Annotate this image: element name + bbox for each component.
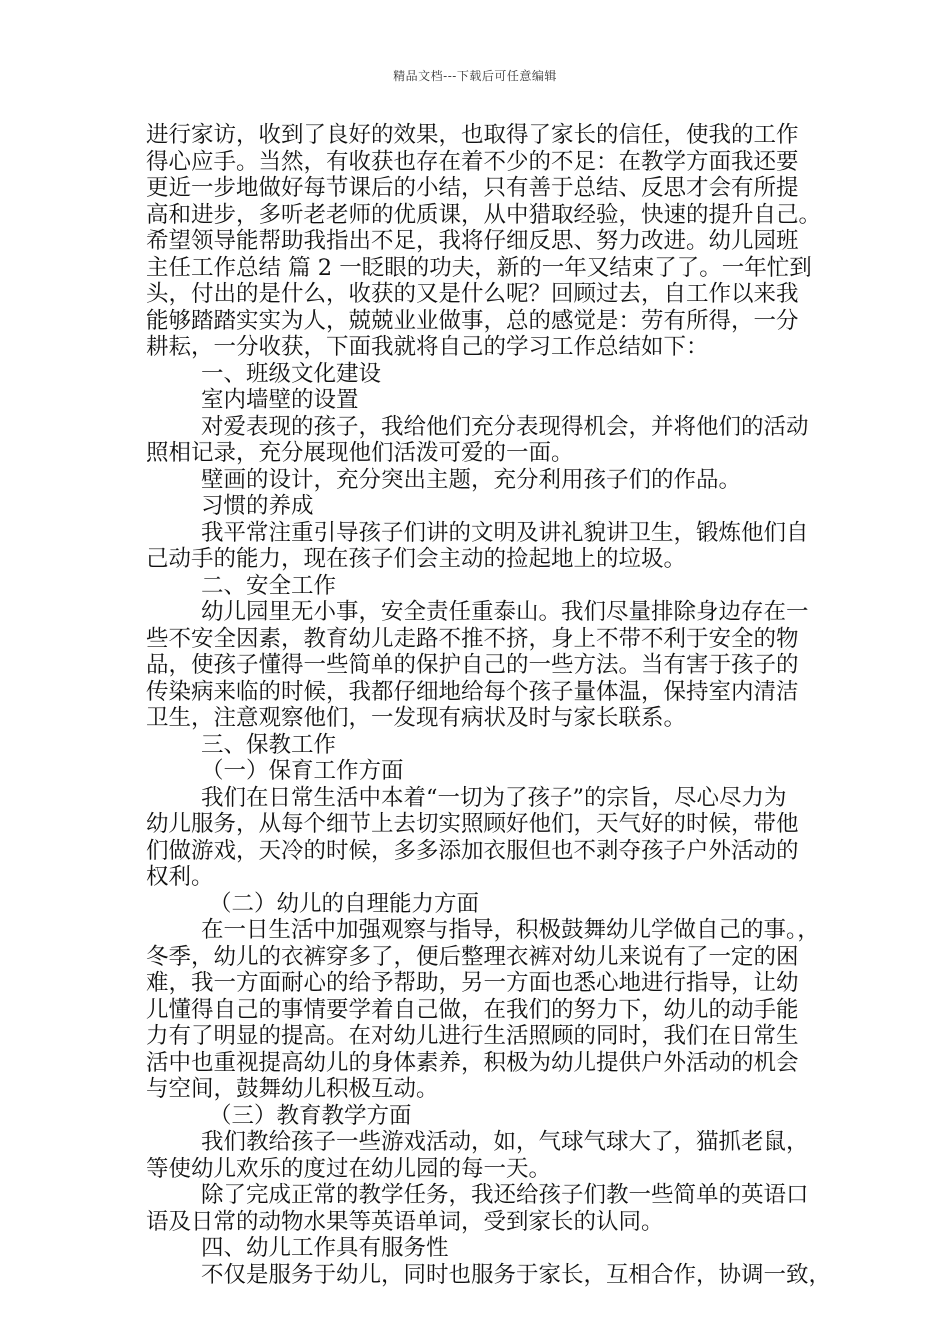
text-line: 得心应手。当然，有收获也存在着不少的不足：在教学方面我还要 — [146, 148, 799, 175]
text-line: 语及日常的动物水果等英语单词，受到家长的认同。 — [146, 1208, 664, 1235]
text-line: 希望领导能帮助我指出不足，我将仔细反思、努力改进。幼儿园班 — [146, 228, 799, 254]
text-line: 能够踏踏实实为人，兢兢业业做事，总的感觉是：劳有所得，一分 — [146, 307, 799, 334]
page-header: 精品文档---下载后可任意编辑 — [393, 69, 557, 83]
text-line: 二、安全工作 — [201, 572, 337, 599]
text-line: 壁画的设计，充分突出主题，充分利用孩子们的作品。 — [201, 466, 742, 493]
text-line: 力有了明显的提高。在对幼儿进行生活照顾的同时，我们在日常生 — [146, 1023, 799, 1049]
text-line: 耕耘，一分收获，下面我就将自己的学习工作总结如下： — [146, 334, 709, 360]
document-body — [146, 122, 832, 1288]
text-line: 三、保教工作 — [201, 731, 337, 758]
text-line: 幼儿服务，从每个细节上去切实照顾好他们，天气好的时候，带他 — [146, 811, 799, 837]
text-line: 卫生，注意观察他们，一发现有病状及时与家长联系。 — [146, 705, 687, 731]
text-line: 更近一步地做好每节课后的小结，只有善于总结、反思才会有所提 — [146, 175, 799, 201]
text-line: 我们在日常生活中本着“一切为了孩子”的宗旨，尽心尽力为 — [201, 784, 787, 811]
text-line: 己动手的能力，现在孩子们会主动的捡起地上的垃圾。 — [146, 546, 687, 572]
text-line: 权利。 — [146, 864, 214, 890]
text-line: 等使幼儿欢乐的度过在幼儿园的每一天。 — [146, 1155, 552, 1182]
text-line: 一、班级文化建设 — [201, 360, 382, 387]
text-line: 四、幼儿工作具有服务性 — [201, 1235, 449, 1261]
text-line: 们做游戏，天冷的时候，多多添加衣服但也不剥夺孩子户外活动的 — [146, 837, 799, 864]
text-line: 难，我一方面耐心的给予帮助，另一方面也悉心地进行指导，让幼 — [146, 970, 799, 996]
text-line: 进行家访，收到了良好的效果，也取得了家长的信任，使我的工作 — [146, 122, 799, 148]
text-line: 冬季，幼儿的衣裤穿多了，便后整理衣裤对幼儿来说有了一定的困 — [146, 943, 799, 970]
text-line: 对爱表现的孩子，我给他们充分表现得机会，并将他们的活动 — [201, 413, 809, 440]
text-line: 在一日生活中加强观察与指导，积极鼓舞幼儿学做自己的事。， — [201, 917, 820, 943]
text-line: 我们教给孩子一些游戏活动，如，气球气球大了，猫抓老鼠， — [201, 1129, 809, 1155]
text-line: 我平常注重引导孩子们讲的文明及讲礼貌讲卫生，锻炼他们自 — [201, 519, 809, 546]
text-line: 幼儿园里无小事，安全责任重泰山。我们尽量排除身边存在一 — [201, 599, 809, 625]
text-line: 头，付出的是什么，收获的又是什么呢？回顾过去，自工作以来我 — [146, 281, 799, 307]
text-line: 活中也重视提高幼儿的身体素养，积极为幼儿提供户外活动的机会 — [146, 1049, 799, 1076]
text-line: （一）保育工作方面 — [201, 758, 404, 784]
text-line: （三）教育教学方面 — [209, 1102, 412, 1129]
text-line: 习惯的养成 — [201, 493, 314, 519]
text-line: 与空间，鼓舞幼儿积极互动。 — [146, 1076, 439, 1102]
text-line: 些不安全因素，教育幼儿走路不推不挤，身上不带不利于安全的物 — [146, 625, 799, 652]
text-line: （二）幼儿的自理能力方面 — [209, 890, 480, 917]
text-line: 主任工作总结 篇 2 一眨眼的功夫，新的一年又结束了了。一年忙到 — [146, 254, 812, 281]
text-line: 传染病来临的时候，我都仔细地给每个孩子量体温，保持室内清洁 — [146, 678, 799, 705]
text-line: 不仅是服务于幼儿，同时也服务于家长，互相合作，协调一致， — [201, 1261, 832, 1288]
text-line: 照相记录，充分展现他们活泼可爱的一面。 — [146, 440, 574, 466]
text-line: 品，使孩子懂得一些简单的保护自己的一些方法。当有害于孩子的 — [146, 652, 799, 678]
text-line: 除了完成正常的教学任务，我还给孩子们教一些简单的英语口 — [201, 1182, 809, 1208]
text-line: 儿懂得自己的事情要学着自己做，在我们的努力下，幼儿的动手能 — [146, 996, 799, 1023]
text-line: 室内墙壁的设置 — [201, 387, 359, 413]
text-line: 高和进步，多听老老师的优质课，从中猎取经验，快速的提升自己。 — [146, 201, 822, 228]
